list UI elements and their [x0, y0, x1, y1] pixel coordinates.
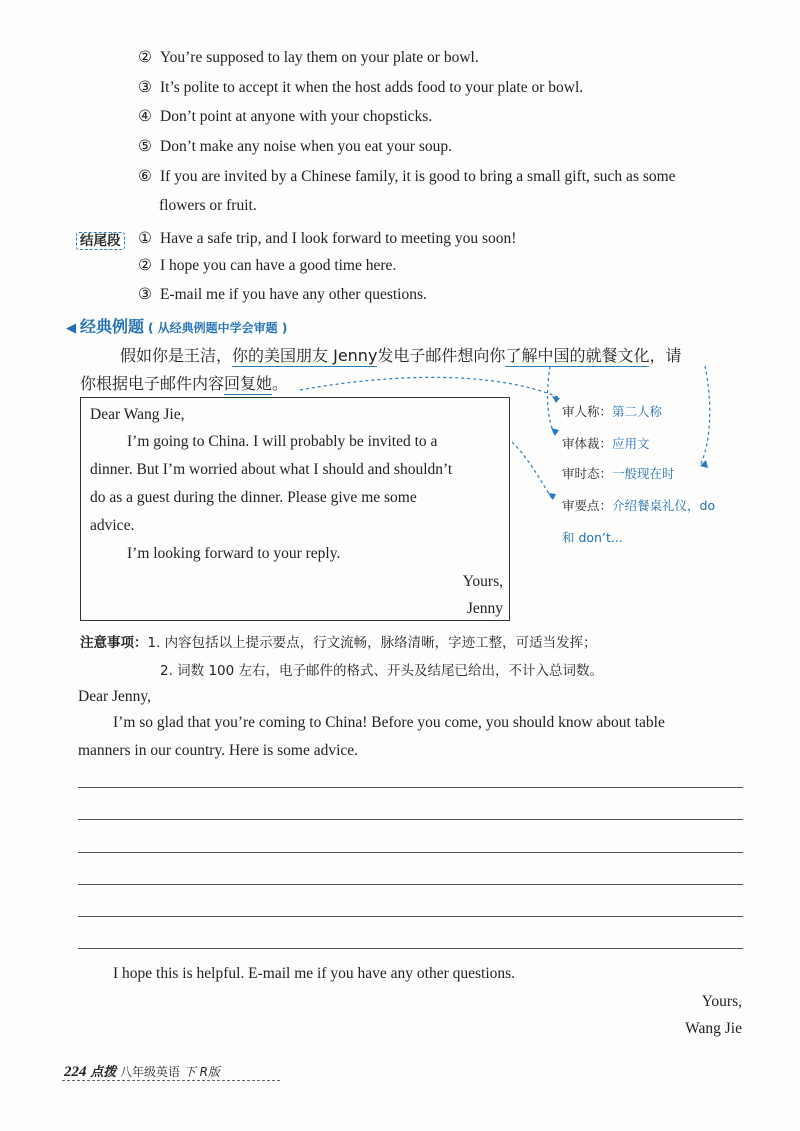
annotation-label: 审人称：	[562, 404, 613, 419]
reply-greeting: Dear Jenny,	[78, 688, 152, 705]
annotation	[562, 402, 662, 420]
task-text-5: ，请	[649, 346, 682, 365]
annotation-value: 第二人称	[612, 404, 663, 419]
task-text-8: 。	[272, 374, 289, 393]
annotation-label: 审体裁：	[562, 436, 613, 451]
list-item-number: ③	[138, 79, 152, 96]
letter-line: dinner. But I’m worried about what I should and shouldn’t	[90, 461, 453, 478]
notes-item-1: 1. 内容包括以上提示要点，行文流畅，脉络清晰，字迹工整，可适当发挥；	[147, 635, 597, 651]
arrowhead-icon	[700, 460, 708, 468]
annotation-label: 审要点：	[562, 498, 613, 513]
annotation	[562, 434, 650, 452]
letter-line: do as a guest during the dinner. Please give me some	[90, 489, 417, 506]
arrow-person	[300, 377, 560, 398]
page-footer	[64, 1061, 220, 1081]
task-text-2: 你的美国朋友 Jenny	[232, 346, 378, 365]
writing-line[interactable]	[78, 819, 743, 820]
arrowhead-icon	[552, 396, 560, 403]
ending-tag-label: 结尾段	[76, 232, 125, 250]
letter-greeting: Dear Wang Jie,	[90, 406, 185, 423]
item-6-continuation: flowers or fruit.	[159, 197, 257, 214]
annotation-value: 应用文	[612, 436, 650, 451]
writing-line[interactable]	[78, 787, 743, 788]
ending-item-number: ③	[138, 286, 152, 303]
arrow-genre	[548, 366, 555, 436]
writing-line[interactable]	[78, 916, 743, 917]
triangle-marker-icon: ◀	[66, 320, 76, 335]
notes-label: 注意事项：	[80, 635, 148, 651]
list-item-text: It’s polite to accept it when the host adds food to your plate or bowl.	[160, 79, 584, 96]
ending-item-text: Have a safe trip, and I look forward to meeting you soon!	[160, 230, 517, 247]
list-item-number: ⑤	[138, 138, 152, 155]
ending-item-text: I hope you can have a good time here.	[160, 257, 397, 274]
footer-rule	[62, 1080, 280, 1081]
task-text-6: 你根据电子邮件内容	[80, 374, 225, 393]
reply-line: manners in our country. Here is some advice.	[78, 742, 359, 759]
annotation	[562, 496, 715, 514]
reply-closing: Yours,	[701, 993, 742, 1010]
writing-line[interactable]	[78, 852, 743, 853]
list-item-number: ⑥	[138, 168, 152, 185]
task-text-4: 了解中国的就餐文化	[505, 346, 650, 365]
letter-signature: Jenny	[466, 600, 503, 617]
task-text-3: 发电子邮件想向你	[377, 346, 506, 365]
annotation	[562, 464, 675, 482]
arrow-points	[512, 442, 553, 500]
letter-closing: Yours,	[462, 573, 503, 590]
annotation-value: 介绍餐桌礼仪，do	[612, 498, 716, 513]
list-item-text: If you are invited by a Chinese family, it is good to bring a small gift, such as some	[160, 168, 676, 185]
arrow-tense	[700, 366, 710, 466]
reply-closing-line: I hope this is helpful. E-mail me if you have any other questions.	[113, 965, 516, 982]
arrowhead-icon	[548, 493, 556, 500]
letter-line: advice.	[90, 517, 135, 534]
letter-line: I’m looking forward to your reply.	[127, 545, 341, 562]
footer-brand: 点拨	[90, 1065, 117, 1080]
reply-line: I’m so glad that you’re coming to China! Before you come, you should know about table	[113, 714, 665, 731]
ending-item-number: ②	[138, 257, 152, 274]
footer-edition: 下 R版	[183, 1065, 220, 1079]
list-item-number: ②	[138, 49, 152, 66]
list-item-text: Don’t make any noise when you eat your soup.	[160, 138, 453, 155]
reply-signature: Wang Jie	[685, 1020, 742, 1037]
task-text-1: 假如你是王洁，	[120, 346, 233, 365]
ending-item-number: ①	[138, 230, 152, 247]
arrowhead-icon	[551, 428, 559, 436]
letter-box	[80, 397, 510, 621]
letter-line: I’m going to China. I will probably be invited to a	[127, 433, 438, 450]
notes-line-1	[80, 631, 597, 651]
list-item-text: You’re supposed to lay them on your plate or bowl.	[160, 49, 479, 66]
annotation-continuation: 和 don’t...	[562, 530, 623, 545]
example-heading-subtitle: ( 从经典例题中学会审题 )	[148, 321, 288, 335]
list-item-text: Don’t point at anyone with your chopsticks.	[160, 108, 433, 125]
writing-line[interactable]	[78, 884, 743, 885]
example-heading-title: 经典例题	[80, 317, 145, 336]
ending-item-text: E-mail me if you have any other questions.	[160, 286, 427, 303]
annotation-label: 审时态：	[562, 466, 613, 481]
writing-line[interactable]	[78, 948, 743, 949]
task-text-7: 回复她	[224, 374, 273, 393]
list-item-number: ④	[138, 108, 152, 125]
annotation-value: 一般现在时	[612, 466, 675, 481]
page-number: 224	[64, 1064, 87, 1080]
footer-book: 八年级英语	[120, 1065, 181, 1079]
notes-line-2: 2. 词数 100 左右，电子邮件的格式、开头及结尾已给出，不计入总词数。	[160, 663, 604, 679]
